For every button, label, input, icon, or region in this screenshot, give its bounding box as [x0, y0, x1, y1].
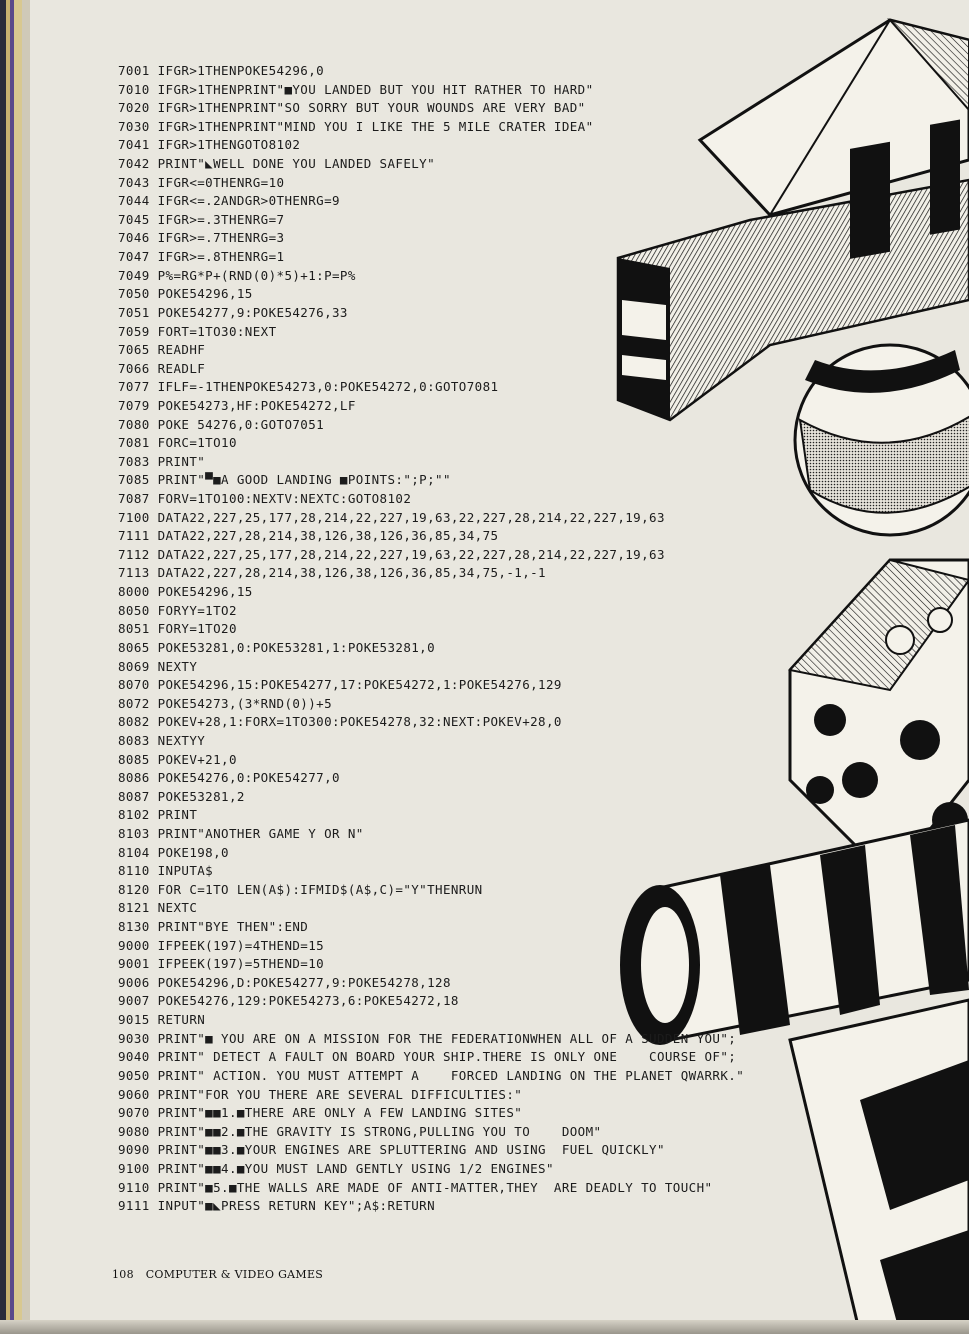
code-line: 8087 POKE53281,2 — [118, 788, 245, 804]
code-line: 7020 IFGR>1THENPRINT"SO SORRY BUT YOUR WOUNDS ARE VERY BAD" — [118, 100, 586, 116]
code-line: 7087 FORV=1TO100:NEXTV:NEXTC:GOTO8102 — [118, 491, 412, 507]
code-line: 9070 PRINT"■■1.■THERE ARE ONLY A FEW LANDING SITES" — [118, 1105, 523, 1121]
code-line: 8103 PRINT"ANOTHER GAME Y OR N" — [118, 825, 364, 841]
code-line: 7085 PRINT"▀■A GOOD LANDING ■POINTS:";P;"" — [118, 472, 451, 488]
code-line: 7046 IFGR>=.7THENRG=3 — [118, 230, 285, 246]
publication-name: COMPUTER & VIDEO GAMES — [145, 1268, 324, 1281]
code-line: 7059 FORT=1TO30:NEXT — [118, 323, 277, 339]
code-line: 8110 INPUTA$ — [118, 863, 214, 879]
code-line: 7010 IFGR>1THENPRINT"■YOU LANDED BUT YOU HIT RATHER TO HARD" — [118, 81, 594, 97]
code-line: 7111 DATA22,227,28,214,38,126,38,126,36,85,34,75 — [118, 528, 499, 544]
code-line: 7030 IFGR>1THENPRINT"MIND YOU I LIKE THE 5 MILE CRATER IDEA" — [118, 118, 594, 134]
code-line: 7045 IFGR>=.3THENRG=7 — [118, 211, 285, 227]
code-line: 7047 IFGR>=.8THENRG=1 — [118, 249, 285, 265]
code-line: 7112 DATA22,227,25,177,28,214,22,227,19,63,22,227,28,214,22,227,19,63 — [118, 546, 665, 562]
code-line: 7044 IFGR<=.2ANDGR>0THENRG=9 — [118, 193, 340, 209]
code-line: 7083 PRINT" — [118, 453, 206, 469]
code-line: 8085 POKEV+21,0 — [118, 751, 237, 767]
code-line: 7043 IFGR<=0THENRG=10 — [118, 174, 285, 190]
code-line: 7077 IFLF=-1THENPOKE54273,0:POKE54272,0:GOTO7081 — [118, 379, 499, 395]
code-line: 9090 PRINT"■■3.■YOUR ENGINES ARE SPLUTTERING AND USING FUEL QUICKLY" — [118, 1142, 665, 1158]
code-line: 8082 POKEV+28,1:FORX=1TO300:POKE54278,32:NEXT:POKEV+28,0 — [118, 714, 562, 730]
code-line: 8121 NEXTC — [118, 900, 198, 916]
magazine-spine — [0, 0, 30, 1334]
code-line: 7079 POKE54273,HF:POKE54272,LF — [118, 397, 356, 413]
code-line: 8083 NEXTYY — [118, 732, 206, 748]
code-line: 9080 PRINT"■■2.■THE GRAVITY IS STRONG,PULLING YOU TO DOOM" — [118, 1123, 602, 1139]
code-line: 8065 POKE53281,0:POKE53281,1:POKE53281,0 — [118, 639, 436, 655]
code-line: 8051 FORY=1TO20 — [118, 621, 237, 637]
code-line: 7042 PRINT"◣WELL DONE YOU LANDED SAFELY" — [118, 156, 436, 172]
code-line: 8130 PRINT"BYE THEN":END — [118, 919, 309, 935]
code-line: 7050 POKE54296,15 — [118, 286, 253, 302]
code-line: 7065 READHF — [118, 342, 206, 358]
code-line: 8102 PRINT — [118, 807, 198, 823]
code-line: 9007 POKE54276,129:POKE54273,6:POKE54272,18 — [118, 993, 459, 1009]
code-line: 7080 POKE 54276,0:GOTO7051 — [118, 416, 325, 432]
code-line: 8070 POKE54296,15:POKE54277,17:POKE54272,1:POKE54276,129 — [118, 677, 562, 693]
code-line: 9100 PRINT"■■4.■YOU MUST LAND GENTLY USING 1/2 ENGINES" — [118, 1160, 554, 1176]
code-line: 9030 PRINT"■ YOU ARE ON A MISSION FOR THE FEDERATIONWHEN ALL OF A SUDDEN YOU"; — [118, 1030, 737, 1046]
code-line: 9015 RETURN — [118, 1012, 206, 1028]
code-line: 9060 PRINT"FOR YOU THERE ARE SEVERAL DIFFICULTIES:" — [118, 1086, 523, 1102]
code-line: 7041 IFGR>1THENGOTO8102 — [118, 137, 301, 153]
code-line: 9040 PRINT" DETECT A FAULT ON BOARD YOUR SHIP.THERE IS ONLY ONE COURSE OF"; — [118, 1049, 737, 1065]
code-line: 7066 READLF — [118, 360, 206, 376]
code-line: 7049 P%=RG*P+(RND(0)*5)+1:P=P% — [118, 267, 356, 283]
code-line: 8086 POKE54276,0:POKE54277,0 — [118, 770, 340, 786]
code-line: 9111 INPUT"■◣PRESS RETURN KEY";A$:RETURN — [118, 1198, 436, 1214]
code-line: 8072 POKE54273,(3*RND(0))+5 — [118, 695, 332, 711]
code-line: 9001 IFPEEK(197)=5THEND=10 — [118, 956, 325, 972]
code-line: 8120 FOR C=1TO LEN(A$):IFMID$(A$,C)="Y"THENRUN — [118, 881, 483, 897]
code-line: 7001 IFGR>1THENPOKE54296,0 — [118, 63, 325, 78]
code-line: 9050 PRINT" ACTION. YOU MUST ATTEMPT A FORCED LANDING ON THE PLANET QWARRK." — [118, 1067, 745, 1083]
code-line: 9110 PRINT"■5.■THE WALLS ARE MADE OF ANTI-MATTER,THEY ARE DEADLY TO TOUCH" — [118, 1179, 713, 1195]
code-line: 9000 IFPEEK(197)=4THEND=15 — [118, 937, 325, 953]
page-edge — [0, 1320, 969, 1334]
code-line: 7081 FORC=1TO10 — [118, 435, 237, 451]
page-number: 108 — [112, 1268, 134, 1281]
page-footer — [112, 1268, 323, 1281]
code-line: 9006 POKE54296,D:POKE54277,9:POKE54278,128 — [118, 974, 451, 990]
code-line: 8050 FORYY=1TO2 — [118, 602, 237, 618]
code-line: 8069 NEXTY — [118, 658, 198, 674]
basic-program-listing — [118, 62, 878, 1216]
code-line: 8000 POKE54296,15 — [118, 584, 253, 600]
code-line: 8104 POKE198,0 — [118, 844, 229, 860]
code-line: 7051 POKE54277,9:POKE54276,33 — [118, 304, 348, 320]
code-line: 7113 DATA22,227,28,214,38,126,38,126,36,85,34,75,-1,-1 — [118, 565, 546, 581]
code-line: 7100 DATA22,227,25,177,28,214,22,227,19,63,22,227,28,214,22,227,19,63 — [118, 509, 665, 525]
